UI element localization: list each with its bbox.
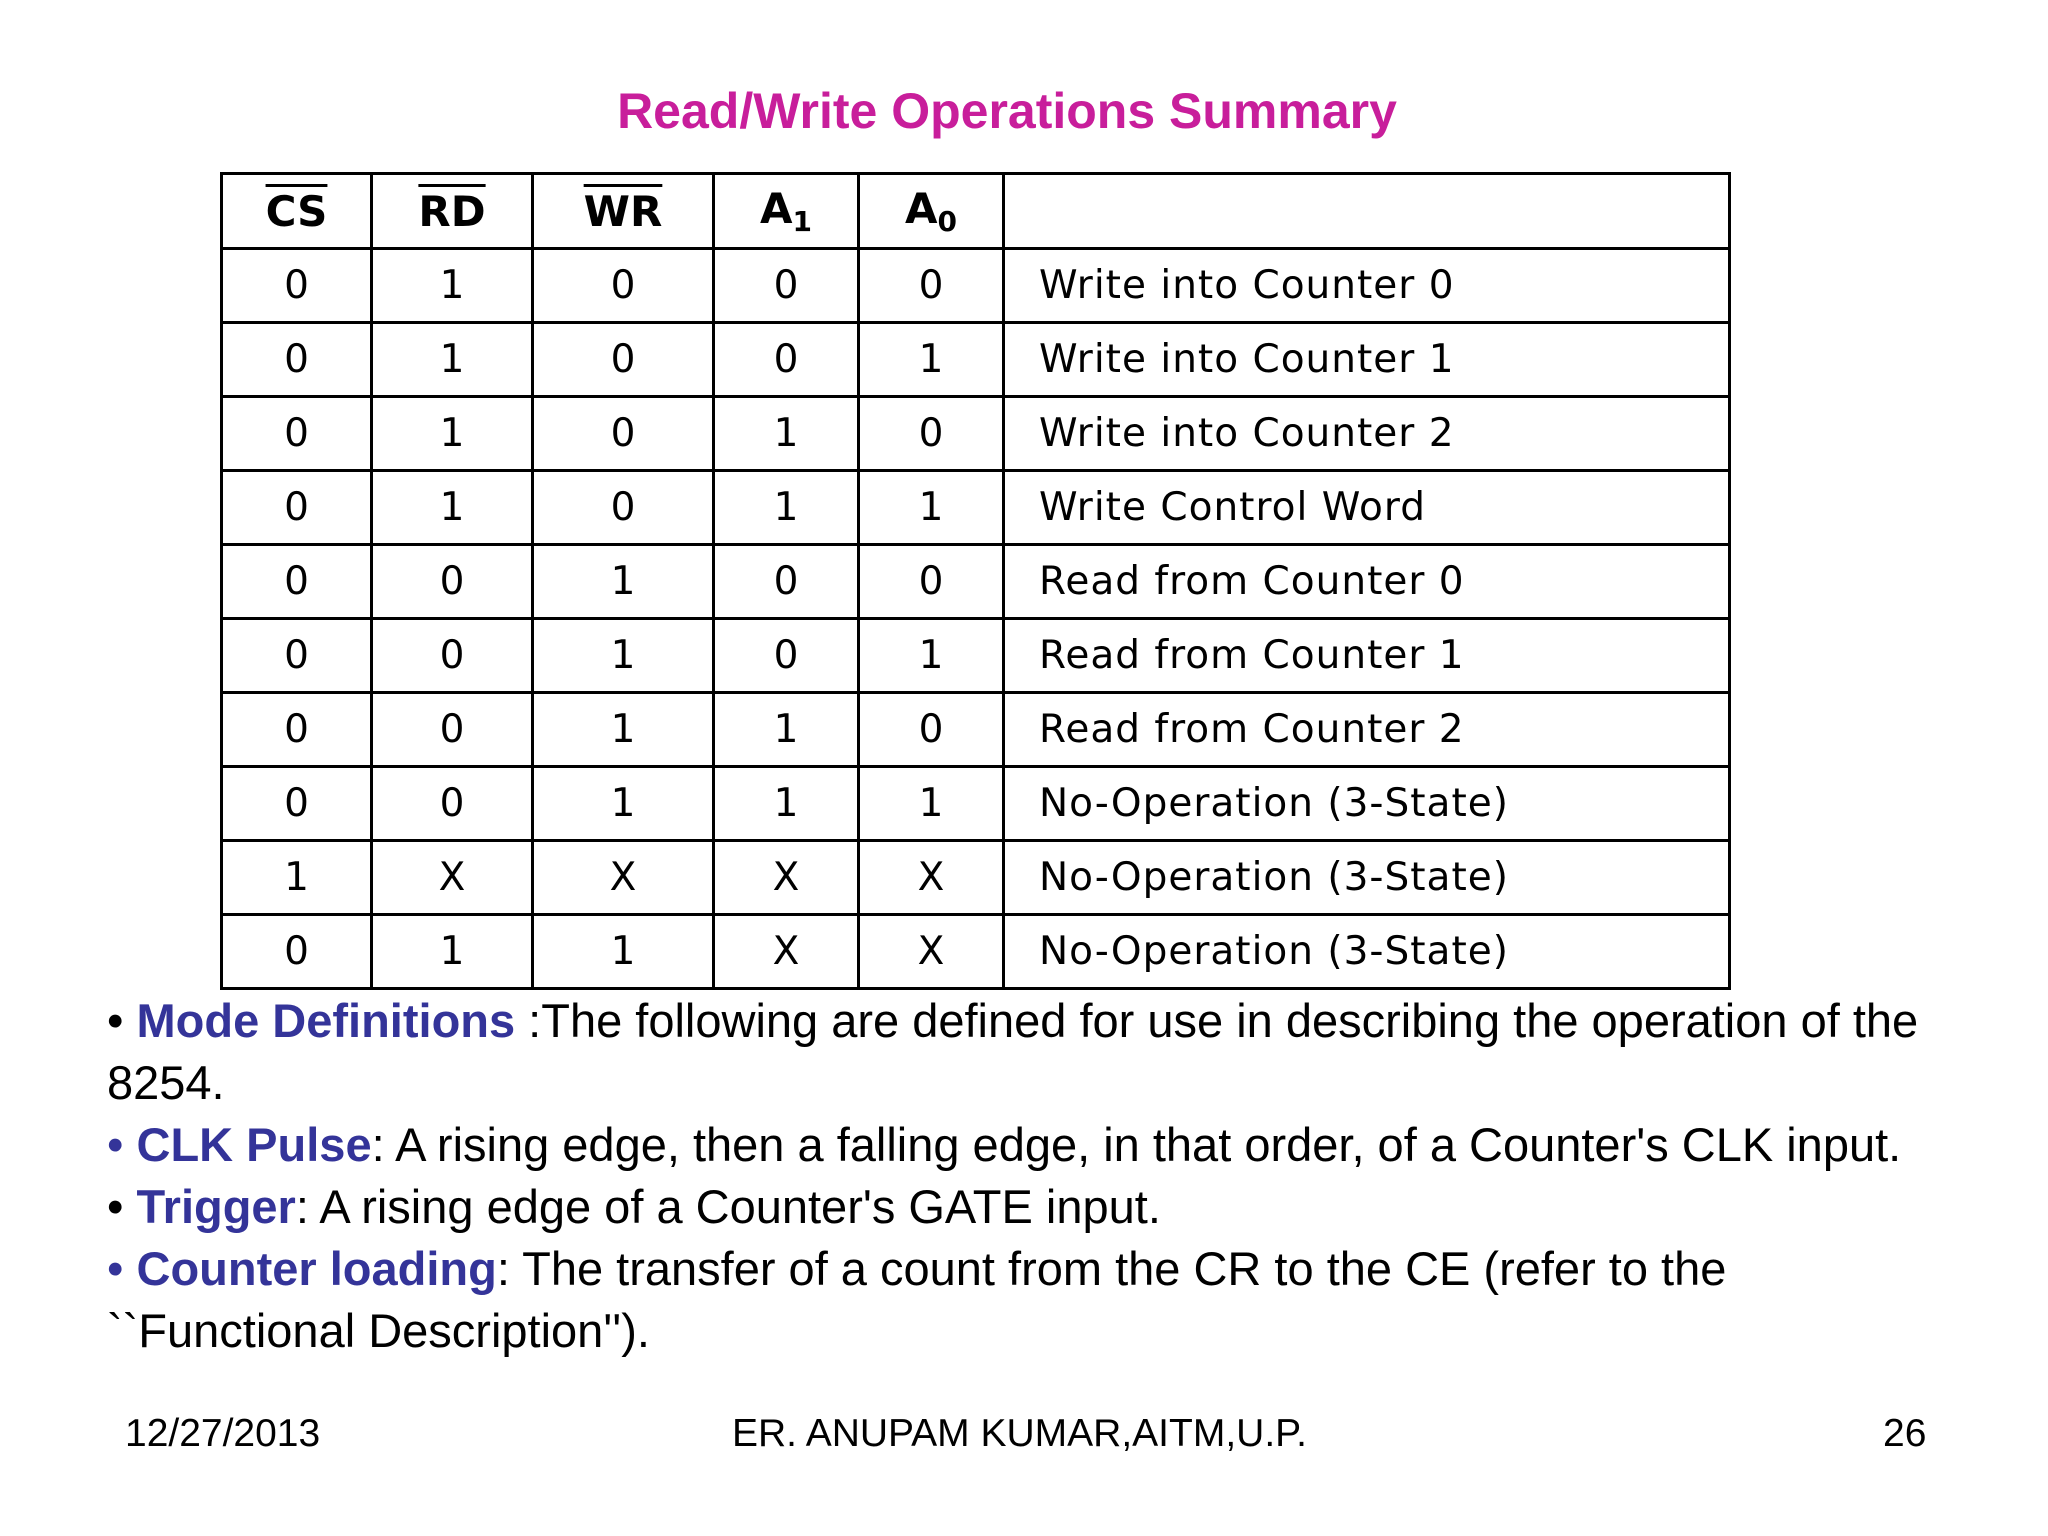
cell-wr: 1: [533, 545, 714, 619]
cell-operation: Read from Counter 0: [1004, 545, 1730, 619]
cell-wr: 1: [533, 915, 714, 989]
cell-operation: No-Operation (3-State): [1004, 767, 1730, 841]
table-row: [222, 619, 1730, 693]
cell-rd: 1: [372, 915, 533, 989]
read-write-operations-table: [220, 172, 1731, 990]
cell-a0: 1: [859, 619, 1004, 693]
cell-a1: 1: [714, 767, 859, 841]
header-operation: [1004, 174, 1730, 249]
table-row: [222, 471, 1730, 545]
footer-page-number: 26: [1883, 1412, 1927, 1455]
cell-operation: Write into Counter 2: [1004, 397, 1730, 471]
cell-a1: X: [714, 915, 859, 989]
cell-operation: Read from Counter 2: [1004, 693, 1730, 767]
cell-wr: 0: [533, 249, 714, 323]
cell-cs: 0: [222, 915, 372, 989]
cell-operation: No-Operation (3-State): [1004, 915, 1730, 989]
cell-cs: 0: [222, 619, 372, 693]
cell-operation: Write into Counter 0: [1004, 249, 1730, 323]
cell-wr: 0: [533, 397, 714, 471]
cell-rd: 1: [372, 471, 533, 545]
cell-a1: 1: [714, 693, 859, 767]
cell-a1: 1: [714, 397, 859, 471]
table-header-row: [222, 174, 1730, 249]
cell-a0: X: [859, 841, 1004, 915]
cell-operation: Read from Counter 1: [1004, 619, 1730, 693]
cell-a1: 0: [714, 323, 859, 397]
table-row: [222, 545, 1730, 619]
cell-rd: 0: [372, 767, 533, 841]
cell-cs: 0: [222, 767, 372, 841]
cell-a0: 0: [859, 545, 1004, 619]
cell-cs: 1: [222, 841, 372, 915]
cell-wr: 0: [533, 323, 714, 397]
cell-cs: 0: [222, 545, 372, 619]
definition-counter-loading: • Counter loading: The transfer of a count from the CR to the CE (refer to the ``Functional Description'').: [107, 1242, 1727, 1357]
cell-a1: 1: [714, 471, 859, 545]
footer-date: 12/27/2013: [125, 1412, 321, 1455]
header-wr: $\overline{WR}$: [533, 174, 714, 249]
cell-a0: 1: [859, 323, 1004, 397]
cell-a1: 0: [714, 249, 859, 323]
term-mode-definitions: Mode Definitions: [136, 994, 516, 1047]
cell-rd: 1: [372, 323, 533, 397]
footer-author: ER. ANUPAM KUMAR,AITM,U.P.: [732, 1412, 1307, 1455]
cell-rd: 0: [372, 545, 533, 619]
cell-a1: 0: [714, 545, 859, 619]
cell-cs: 0: [222, 249, 372, 323]
header-rd: $\overline{RD}$: [372, 174, 533, 249]
definitions-list: [107, 990, 1987, 1362]
cell-cs: 0: [222, 693, 372, 767]
table-row: [222, 693, 1730, 767]
cell-operation: Write Control Word: [1004, 471, 1730, 545]
header-cs: $\overline{CS}$: [222, 174, 372, 249]
table-row: [222, 915, 1730, 989]
cell-a0: 1: [859, 767, 1004, 841]
cell-a0: X: [859, 915, 1004, 989]
table-row: [222, 249, 1730, 323]
definition-mode: • Mode Definitions :The following are defined for use in describing the operation of the 8254.: [107, 994, 1919, 1109]
cell-operation: No-Operation (3-State): [1004, 841, 1730, 915]
header-a0: $A_0$: [859, 174, 1004, 249]
header-a1: $A_1$: [714, 174, 859, 249]
cell-wr: 1: [533, 693, 714, 767]
cell-cs: 0: [222, 397, 372, 471]
cell-rd: 0: [372, 619, 533, 693]
cell-rd: 1: [372, 249, 533, 323]
cell-wr: X: [533, 841, 714, 915]
table-row: [222, 323, 1730, 397]
table-body: [222, 249, 1730, 989]
definition-trigger: • Trigger: A rising edge of a Counter's GATE input.: [107, 1180, 1161, 1233]
table-row: [222, 397, 1730, 471]
slide-title: Read/Write Operations Summary: [617, 83, 1397, 139]
cell-a0: 0: [859, 397, 1004, 471]
definition-clk-pulse: • CLK Pulse: A rising edge, then a falling edge, in that order, of a Counter's CLK input.: [107, 1118, 1902, 1171]
cell-a0: 0: [859, 249, 1004, 323]
cell-rd: 1: [372, 397, 533, 471]
cell-a1: X: [714, 841, 859, 915]
cell-a0: 0: [859, 693, 1004, 767]
cell-wr: 0: [533, 471, 714, 545]
term-clk-pulse: CLK Pulse: [136, 1118, 372, 1171]
cell-cs: 0: [222, 471, 372, 545]
term-counter-loading: Counter loading: [136, 1242, 497, 1295]
term-trigger: Trigger: [136, 1180, 296, 1233]
cell-cs: 0: [222, 323, 372, 397]
cell-wr: 1: [533, 767, 714, 841]
cell-wr: 1: [533, 619, 714, 693]
table-row: [222, 767, 1730, 841]
table-row: [222, 841, 1730, 915]
cell-operation: Write into Counter 1: [1004, 323, 1730, 397]
cell-a0: 1: [859, 471, 1004, 545]
cell-rd: X: [372, 841, 533, 915]
cell-rd: 0: [372, 693, 533, 767]
cell-a1: 0: [714, 619, 859, 693]
